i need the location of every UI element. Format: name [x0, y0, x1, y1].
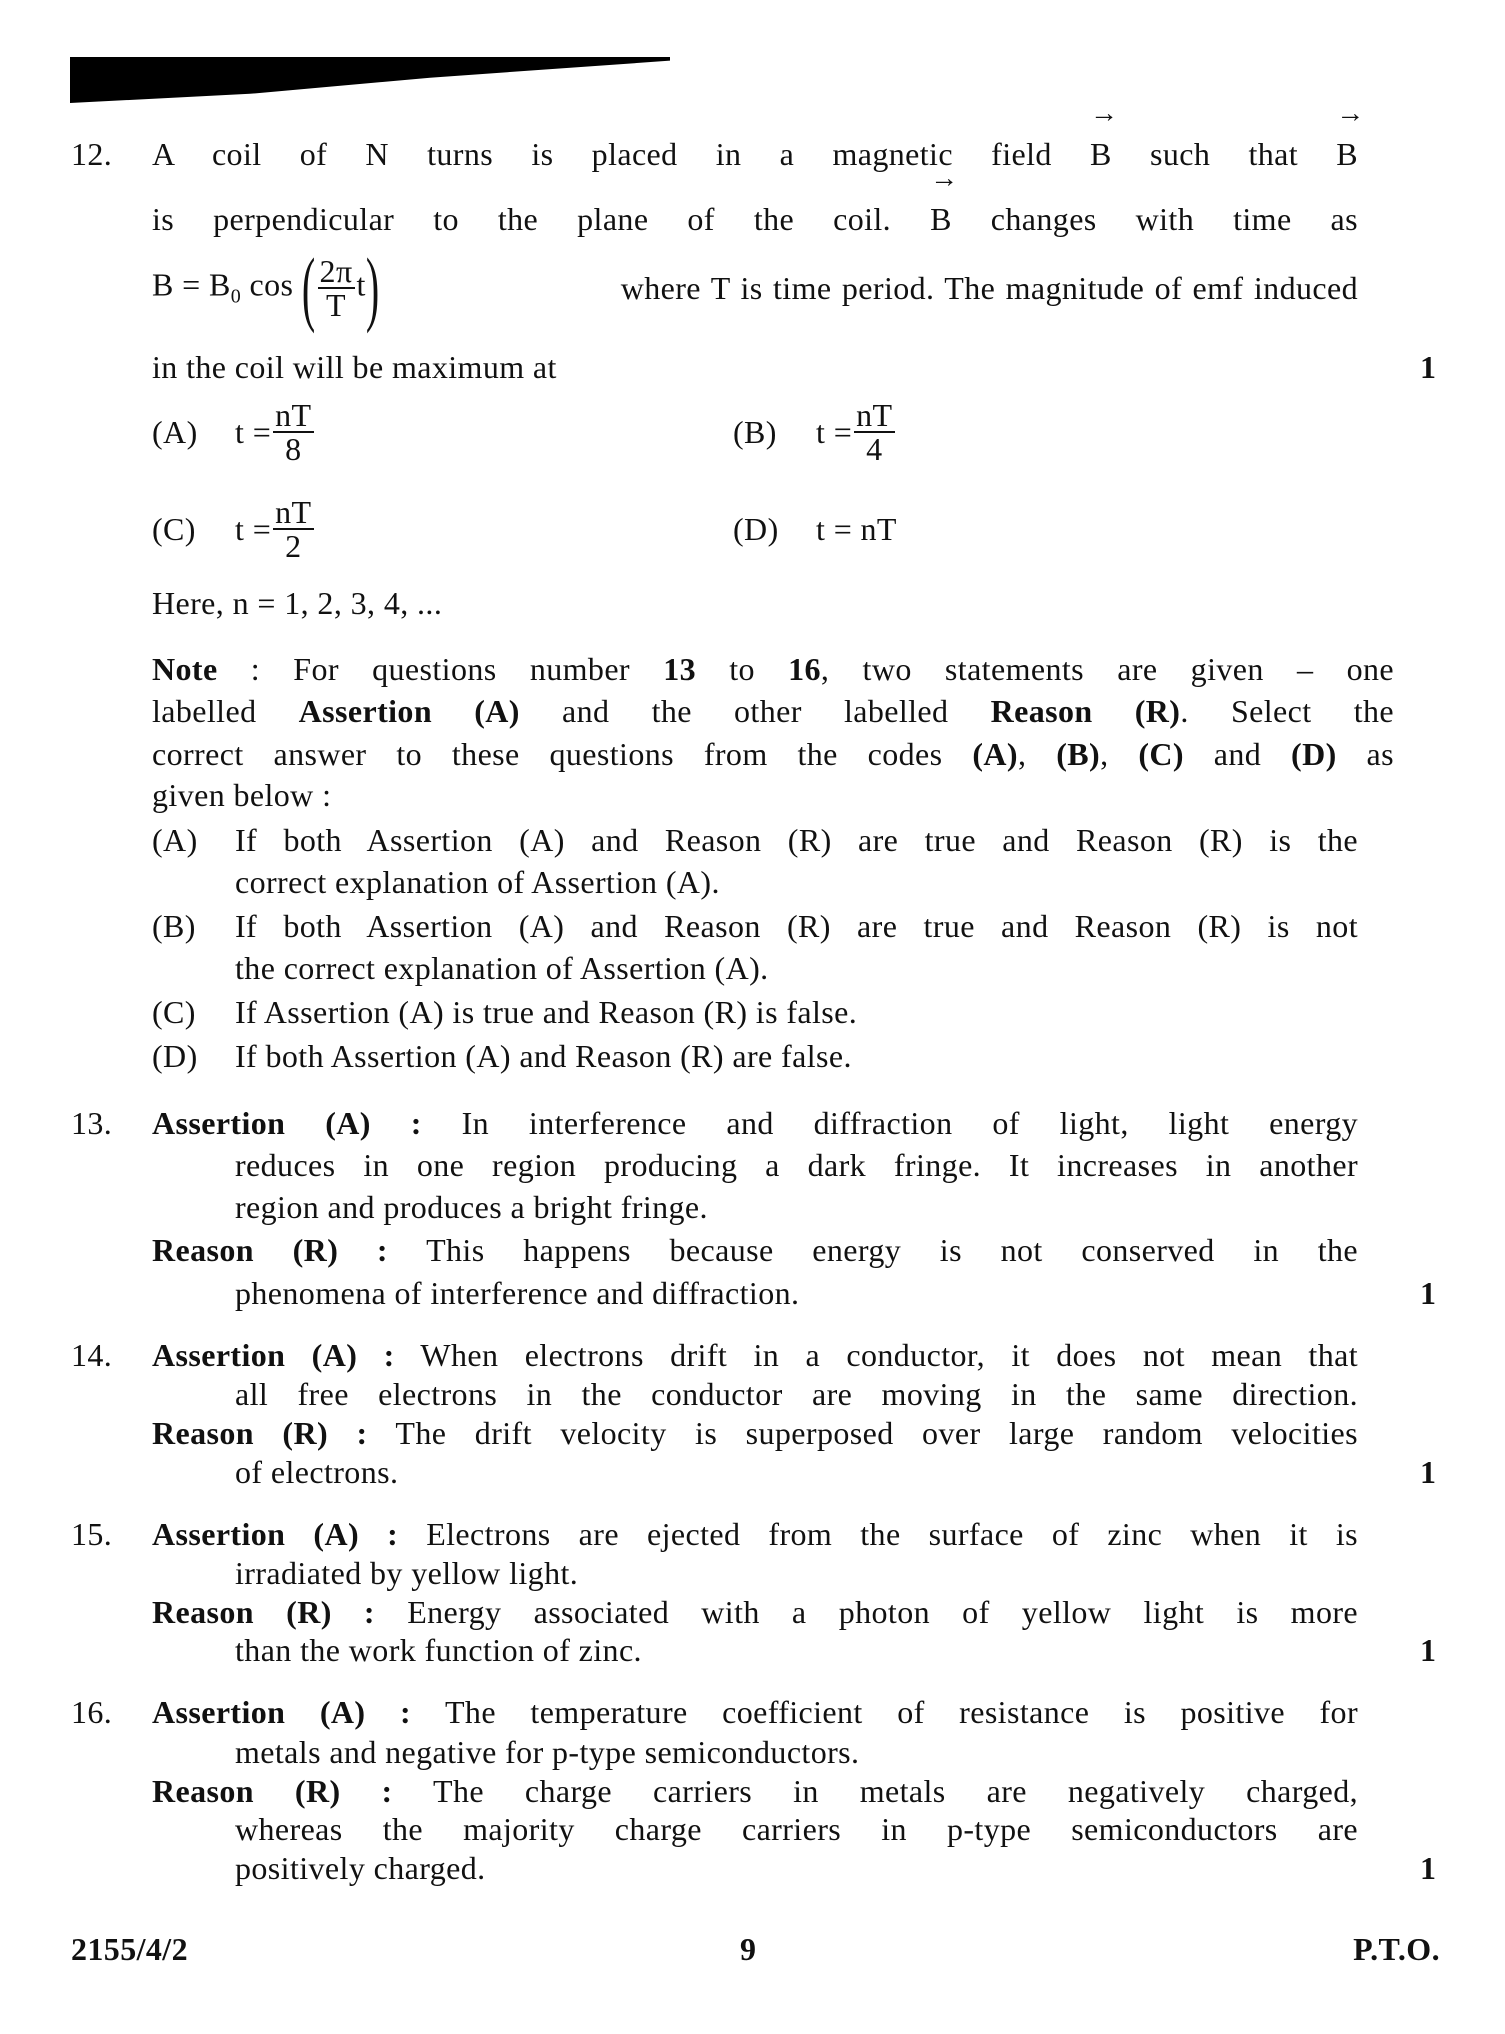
reason-line: positively charged. — [235, 1850, 486, 1886]
reason-line: phenomena of interference and diffraction. — [235, 1275, 800, 1311]
text: to — [696, 651, 789, 687]
pto-label: P.T.O. — [1353, 1931, 1440, 1967]
reason-line: Reason (R) : The drift velocity is superposed over large random velocities — [152, 1415, 1358, 1451]
code-text: the correct explanation of Assertion (A). — [235, 950, 769, 986]
reason-line: Reason (R) : This happens because energy is not conserved in the — [152, 1232, 1358, 1268]
question-number: 14. — [71, 1337, 113, 1373]
vector-b: → B — [1336, 98, 1365, 172]
vector-arrow-icon: → — [1336, 98, 1365, 129]
assertion-line: reduces in one region producing a dark fringe. It increases in another — [235, 1147, 1358, 1183]
option-d: (D) t = nT — [733, 510, 897, 547]
assertion-line: metals and negative for p-type semiconductors. — [235, 1734, 860, 1770]
assertion-line: Assertion (A) : The temperature coefficient of resistance is positive for — [152, 1694, 1358, 1730]
reason-line: than the work function of zinc. — [235, 1632, 642, 1668]
code-label: (C) — [152, 994, 196, 1030]
assertion-line: Assertion (A) : Electrons are ejected from the surface of zinc when it is — [152, 1516, 1358, 1552]
assertion-line: irradiated by yellow light. — [235, 1555, 579, 1591]
question-number: 15. — [71, 1516, 113, 1552]
option-c: (C) t = $\frac{nT}{2}$ — [152, 494, 312, 564]
bold-text: Assertion (A) — [298, 693, 520, 729]
text: . Select the — [1180, 693, 1394, 729]
q12-note: Here, n = 1, 2, 3, 4, ... — [152, 585, 443, 621]
bold-text: (A) — [972, 736, 1018, 772]
q12-line4: in the coil will be maximum at — [152, 349, 557, 385]
marks: 1 — [1420, 1275, 1437, 1311]
text: correct answer to these questions from the codes — [152, 736, 973, 772]
paper-code: 2155/4/2 — [71, 1931, 188, 1967]
marks: 1 — [1420, 1454, 1437, 1490]
question-number: 12. — [71, 136, 113, 172]
q12-line2: is perpendicular to the plane of the coil. → B changes with time as — [152, 163, 1358, 237]
assertion-line: Assertion (A) : When electrons drift in a conductor, it does not mean that — [152, 1337, 1359, 1373]
text: and — [1183, 736, 1292, 772]
formula: $B = B_0$ cos ( $\frac{2\pi}{T}$ t) — [152, 239, 380, 335]
code-text: If both Assertion (A) and Reason (R) are true and Reason (R) is the — [235, 822, 1358, 858]
code-text: If both Assertion (A) and Reason (R) are false. — [235, 1038, 852, 1074]
note-line — [152, 775, 1394, 815]
code-label: (A) — [152, 822, 198, 858]
q12-line1: A coil of N turns is placed in a magnetic field → B such that → B — [152, 98, 1365, 172]
question-number: 13. — [71, 1105, 113, 1141]
text: , two statements are given – one — [820, 651, 1394, 687]
bold-text: (C) — [1138, 736, 1184, 772]
text: , — [1100, 736, 1139, 772]
code-text: If both Assertion (A) and Reason (R) are true and Reason (R) is not — [235, 908, 1358, 944]
text: : For questions number — [217, 651, 664, 687]
bold-text: 16 — [788, 651, 821, 687]
vector-arrow-icon: → — [930, 163, 959, 194]
redaction-bar — [70, 57, 670, 103]
marks: 1 — [1420, 1850, 1437, 1886]
code-text: correct explanation of Assertion (A). — [235, 864, 720, 900]
code-text: If Assertion (A) is true and Reason (R) is false. — [235, 994, 858, 1030]
note-line — [152, 691, 1394, 731]
marks: 1 — [1420, 349, 1437, 385]
q12-text: A coil of N turns is placed in a magnetic field — [152, 136, 1052, 172]
reason-line: whereas the majority charge carriers in p-type semiconductors are — [235, 1811, 1358, 1847]
text: labelled — [152, 693, 299, 729]
marks: 1 — [1420, 1632, 1437, 1668]
text: as — [1336, 736, 1394, 772]
assertion-line: region and produces a bright fringe. — [235, 1189, 708, 1225]
question-number: 16. — [71, 1694, 113, 1730]
reason-line: Reason (R) : The charge carriers in metals are negatively charged, — [152, 1773, 1359, 1809]
assertion-line: Assertion (A) : In interference and diffraction of light, light energy — [152, 1105, 1358, 1141]
reason-line: of electrons. — [235, 1454, 399, 1490]
vector-b: → B — [930, 163, 959, 237]
reason-line: Reason (R) : Energy associated with a photon of yellow light is more — [152, 1594, 1358, 1630]
bold-text: 13 — [663, 651, 696, 687]
text: , — [1017, 736, 1057, 772]
bold-text: (D) — [1291, 736, 1337, 772]
q12-formula-line: $B = B_0$ cos ( $\frac{2\pi}{T}$ t) where T is time period. The magnitude of emf induced — [152, 239, 1358, 335]
assertion-line: all free electrons in the conductor are moving in the same direction. — [235, 1376, 1358, 1412]
code-label: (D) — [152, 1038, 198, 1074]
text: and the other labelled — [519, 693, 991, 729]
option-a: (A) t = $\frac{nT}{8}$ — [152, 397, 312, 467]
bold-text: Reason (R) — [990, 693, 1181, 729]
code-label: (B) — [152, 908, 196, 944]
option-b: (B) t = $\frac{nT}{4}$ — [733, 397, 893, 467]
bold-text: Note — [152, 651, 218, 687]
note-line — [152, 734, 1394, 774]
vector-arrow-icon: → — [1090, 98, 1119, 129]
text: given below : — [152, 777, 332, 813]
page-number: 9 — [740, 1931, 757, 1967]
vector-b: → B — [1090, 98, 1119, 172]
note-line — [152, 649, 1394, 689]
bold-text: (B) — [1056, 736, 1101, 772]
